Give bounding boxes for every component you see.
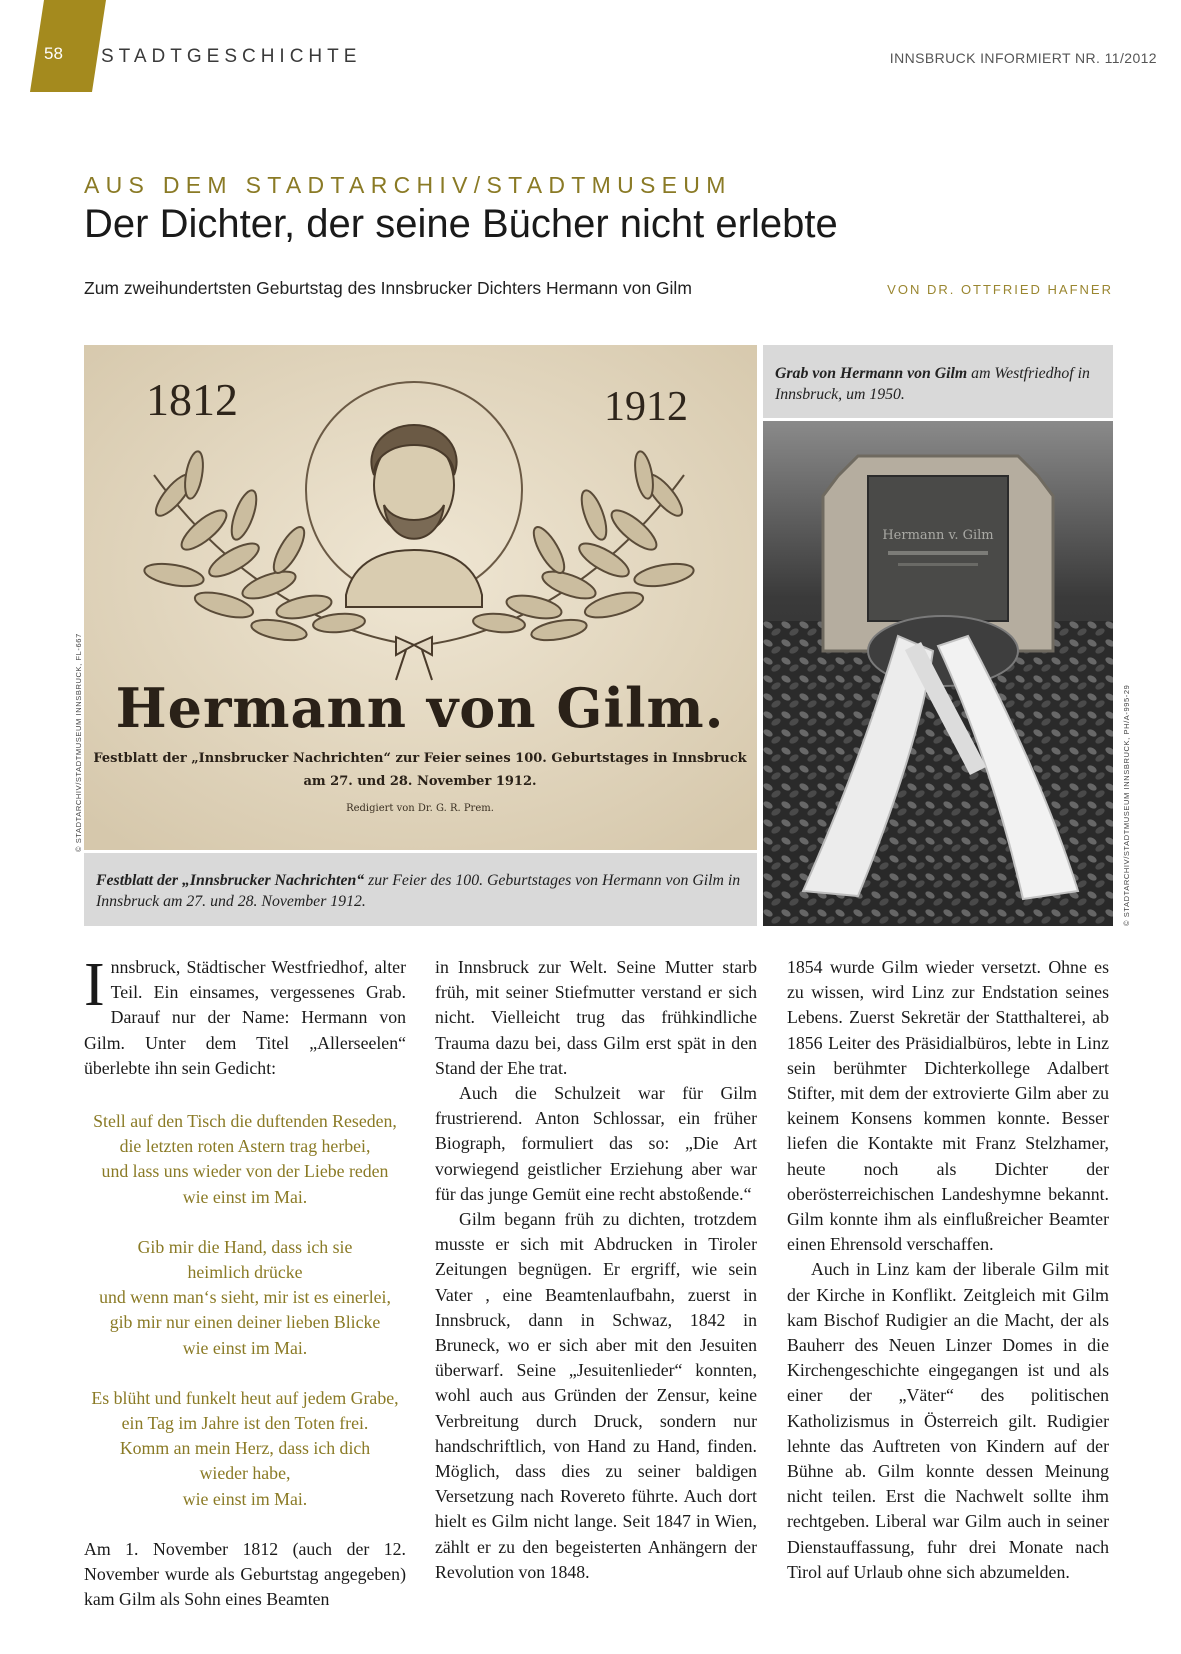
- poem-line: die letzten roten Astern trag herbei,: [119, 1136, 371, 1157]
- issue-label: INNSBRUCK INFORMIERT NR. 11/2012: [889, 50, 1157, 66]
- article-title: Der Dichter, der seine Bücher nicht erlebte: [84, 202, 838, 246]
- poem-stanza-2: [84, 1235, 406, 1361]
- intro-paragraph: nnsbruck, Städtischer Westfriedhof, alter Teil. Ein einsames, vergessenes Grab. Darauf nur der Name: Hermann von Gilm. Unter dem Titel „Allerseelen“ überlebte ihn sein Gedicht:: [84, 957, 406, 1078]
- festblatt-caption: [84, 853, 757, 926]
- kicker: AUS DEM STADTARCHIV/STADTMUSEUM: [84, 172, 732, 198]
- poem-line: Gib mir die Hand, dass ich sie: [137, 1236, 353, 1257]
- body-paragraph: Am 1. November 1812 (auch der 12. November wurde als Geburtstag angegeben) kam Gilm als Sohn eines Beamten: [84, 1538, 406, 1610]
- festblatt-image: [84, 345, 757, 850]
- festblatt-headline: Hermann von Gilm.: [115, 676, 725, 740]
- body-paragraph: Auch die Schulzeit war für Gilm frustrierend. Anton Schlossar, ein früher Biograph, formuliert das so: „Die Art vorwiegend geistlicher Erziehung aber war für das junge Gemüt eine recht abstoßende.“: [435, 1083, 757, 1204]
- festblatt-credit: © STADTARCHIV/STADTMUSEUM INNSBRUCK, FL-667: [74, 633, 83, 852]
- column-1: [84, 951, 406, 1612]
- column-2: [435, 955, 757, 1585]
- festblatt-caption-text: zur Feier des 100. Geburtstages von Hermann von Gilm in Innsbruck am 27. und 28. November 1912.: [96, 872, 741, 910]
- poem-line: Komm an mein Herz, dass ich dich: [119, 1438, 371, 1459]
- poem-line: Es blüht und funkelt heut auf jedem Grabe,: [91, 1387, 399, 1408]
- festblatt-line2: am 27. und 28. November 1912.: [303, 774, 537, 789]
- poem-line: wie einst im Mai.: [182, 1337, 308, 1358]
- poem-line: und wenn man‘s sieht, mir ist es einerlei,: [99, 1287, 391, 1308]
- body-paragraph: 1854 wurde Gilm wieder versetzt. Ohne es zu wissen, wird Linz zur Endstation seines Lebens. Zuerst Sekretär der Statthalterei, ab 1856 Leiter des Präsidialbüros, lebte in Linz sein berühmter Dichterkollege Adalbert Stifter, mit dem der extrovierte Gilm aber zu keinem Konsens kommen konnte. Besser liefen die Kontakte mit Franz Stelzhamer, heute noch als Dichter der oberösterreichischen Landeshymne bekannt. Gilm konnte ihm als einflußreicher Beamter einen Ehrensold verschaffen.: [787, 957, 1109, 1255]
- poem-stanza-3: [84, 1386, 406, 1512]
- body-paragraph: Gilm begann früh zu dichten, trotzdem musste er sich mit Abdrucken in Tiroler Zeitungen begnügen. Er ergriff, wie sein Vater , eine Beamtenlaufbahn, zuerst in Innsbruck, dann in Schwaz, 1842 in Bruneck, wo er sich aber mit den Jesuiten überwarf. Seine „Jesuitenlieder“ konnten, wohl auch aus Gründen der Zensur, keine Verbreitung durch Druck, sondern nur handschriftlich, von Hand zu Hand, finden. Möglich, dass dies zu seiner baldigen Versetzung nach Rovereto führte. Auch dort hielt es Gilm nicht lange. Seit 1847 in Wien, zählt er zu den begeisterten Anhängern der Revolution von 1848.: [435, 1209, 757, 1582]
- poem-line: ein Tag im Jahre ist den Toten frei.: [121, 1413, 369, 1434]
- grave-photo: [763, 421, 1113, 926]
- poem-line: wie einst im Mai.: [182, 1186, 308, 1207]
- festblatt-year-right: 1912: [604, 384, 688, 430]
- poem-line: gib mir nur einen deiner lieben Blicke: [109, 1312, 381, 1333]
- grave-caption: [763, 345, 1113, 418]
- poem-line: wieder habe,: [199, 1463, 291, 1484]
- page-tab: [30, 0, 106, 92]
- festblatt-caption-bold: Festblatt der „Innsbrucker Nachrichten“: [96, 872, 365, 889]
- poem-line: wie einst im Mai.: [182, 1488, 308, 1509]
- poem: [84, 1109, 406, 1512]
- drop-cap: I: [84, 951, 105, 1019]
- festblatt-line1: Festblatt der „Innsbrucker Nachrichten“ zur Feier seines 100. Geburtstages in Innsbruck: [93, 751, 747, 766]
- column-3: [787, 955, 1109, 1585]
- section-title: STADTGESCHICHTE: [101, 46, 362, 67]
- poem-line: und lass uns wieder von der Liebe reden: [101, 1161, 389, 1182]
- festblatt-line3: Redigiert von Dr. G. R. Prem.: [346, 803, 494, 814]
- body-paragraph: Auch in Linz kam der liberale Gilm mit der Kirche in Konflikt. Zeitgleich mit Gilm kam Bischof Rudigier an die Macht, der als Bauherr des Neuen Linzer Domes in die Kirchengeschichte eingegangen ist und als einer der „Väter“ des politischen Katholizismus in Österreich gilt. Rudigier lehnte das Auftreten von Kindern auf der Bühne ab. Gilm konnte dessen Meinung nicht teilen. Erst die Nachwelt sollte ihm rechtgeben. Liberal war Gilm auch in seiner Dienstauffassung, fuhr drei Monate nach Tirol auf Urlaub ohne sich abzumelden.: [787, 1259, 1109, 1582]
- body-paragraph: in Innsbruck zur Welt. Seine Mutter starb früh, mit seiner Stiefmutter verstand er sich nicht. Vielleicht trug das frühkindliche Trauma dazu bei, dass Gilm erst spät in den Stand der Ehe trat.: [435, 957, 757, 1078]
- page-number: 58: [44, 44, 63, 63]
- byline: VON DR. OTTFRIED HAFNER: [887, 282, 1113, 297]
- poem-line: Stell auf den Tisch die duftenden Reseden,: [93, 1111, 397, 1132]
- grave-caption-text: am Westfriedhof in Innsbruck, um 1950.: [775, 365, 1090, 403]
- grave-caption-bold: Grab von Hermann von Gilm: [775, 365, 968, 382]
- poem-stanza-1: [84, 1109, 406, 1210]
- festblatt-year-left: 1812: [146, 374, 238, 425]
- grave-credit: © STADTARCHIV/STADTMUSEUM INNSBRUCK, PH/A-995-29: [1122, 684, 1131, 926]
- poem-line: heimlich drücke: [187, 1262, 303, 1283]
- grave-plaque-text: Hermann v. Gilm: [882, 528, 994, 543]
- article-subtitle: Zum zweihundertsten Geburtstag des Innsbrucker Dichters Hermann von Gilm: [84, 278, 692, 298]
